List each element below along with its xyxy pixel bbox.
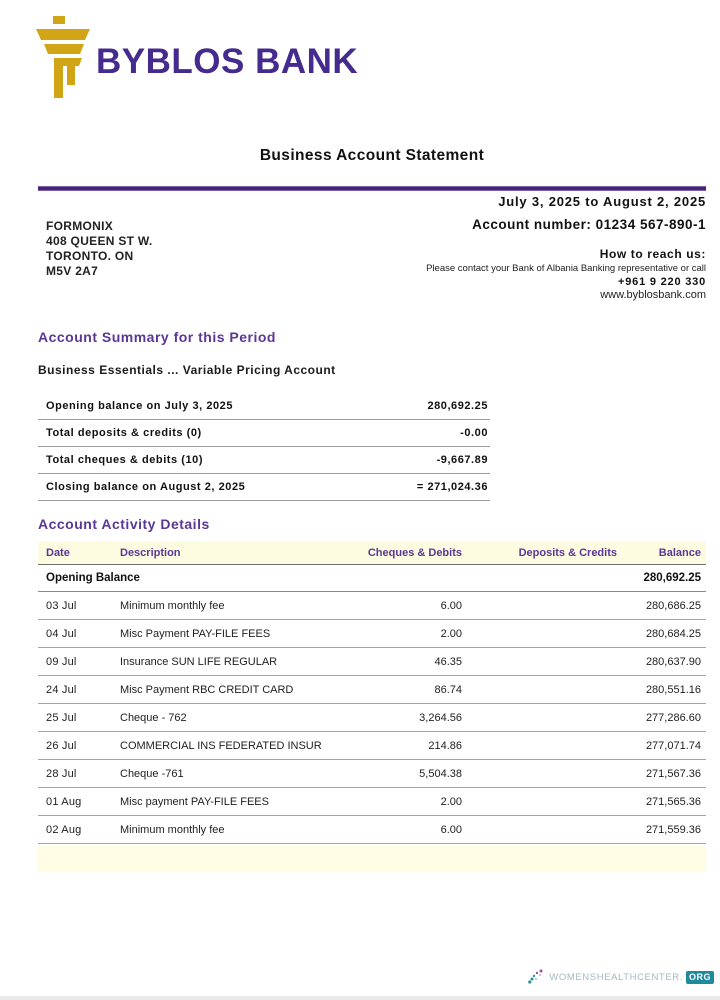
activity-balance: 271,567.36	[645, 767, 701, 780]
activity-debit: 6.00	[440, 599, 462, 612]
watermark-text: WOMENSHEALTHCENTER.	[549, 971, 683, 983]
activity-balance: 277,286.60	[645, 711, 701, 724]
activity-description: Cheque - 762	[120, 711, 187, 724]
activity-description: Minimum monthly fee	[120, 599, 225, 612]
recipient-postal: M5V 2A7	[46, 264, 99, 278]
activity-balance: 277,071.74	[645, 739, 701, 752]
activity-date: 01 Aug	[46, 795, 82, 808]
activity-description: Misc Payment PAY-FILE FEES	[120, 627, 271, 640]
summary-row-label: Total cheques & debits (10)	[46, 454, 204, 466]
activity-date: 02 Aug	[46, 823, 82, 836]
watermark-dots-icon	[528, 969, 546, 985]
activity-date: 03 Jul	[46, 599, 77, 612]
column-header-date: Date	[46, 546, 70, 559]
recipient-street: 408 QUEEN ST W.	[46, 234, 153, 248]
watermark-badge: ORG	[686, 971, 714, 984]
activity-balance: 280,637.90	[645, 655, 701, 668]
activity-table-header	[38, 541, 706, 565]
activity-date: 24 Jul	[46, 683, 77, 696]
summary-row	[38, 393, 490, 420]
activity-description: Misc payment PAY-FILE FEES	[120, 795, 269, 808]
bank-name: BYBLOS BANK	[96, 42, 359, 81]
summary-heading: Account Summary for this Period	[38, 329, 276, 345]
summary-row-value: -9,667.89	[436, 454, 488, 466]
summary-row-value: = 271,024.36	[416, 481, 488, 493]
summary-row	[38, 474, 490, 501]
activity-row	[38, 648, 706, 676]
activity-date: 26 Jul	[46, 739, 77, 752]
activity-row	[38, 760, 706, 788]
activity-debit: 5,504.38	[419, 767, 462, 780]
activity-table	[38, 541, 706, 872]
activity-row	[38, 592, 706, 620]
reach-us-heading: How to reach us:	[599, 247, 706, 261]
reach-us-text: Please contact your Bank of Albania Banking representative or call	[426, 263, 706, 274]
activity-row	[38, 704, 706, 732]
activity-balance: 280,684.25	[645, 627, 701, 640]
column-header-description: Description	[120, 546, 181, 559]
activity-balance: 280,686.25	[645, 599, 701, 612]
reach-us-website: www.byblosbank.com	[600, 289, 706, 301]
activity-balance: 271,559.36	[645, 823, 701, 836]
activity-row	[38, 816, 706, 844]
summary-row-label: Opening balance on July 3, 2025	[46, 400, 233, 412]
opening-balance-value: 280,692.25	[643, 572, 701, 584]
activity-date: 09 Jul	[46, 655, 77, 668]
activity-table-body	[38, 592, 706, 844]
statement-title: Business Account Statement	[259, 147, 485, 164]
activity-date: 04 Jul	[46, 627, 77, 640]
account-type-label: Business Essentials ... Variable Pricing Account	[38, 363, 336, 377]
reach-us-phone: +961 9 220 330	[618, 276, 706, 288]
table-footer-row	[38, 846, 706, 872]
account-number: Account number: 01234 567-890-1	[472, 217, 706, 232]
activity-description: COMMERCIAL INS FEDERATED INSUR	[120, 739, 322, 752]
page-bottom-edge	[0, 996, 720, 1000]
statement-period: July 3, 2025 to August 2, 2025	[498, 194, 706, 209]
activity-debit: 2.00	[440, 627, 462, 640]
activity-date: 25 Jul	[46, 711, 77, 724]
summary-table	[38, 393, 490, 501]
account-info-block	[426, 217, 706, 301]
activity-row	[38, 788, 706, 816]
header-divider-rule	[38, 186, 706, 191]
column-header-balance: Balance	[658, 546, 701, 559]
watermark	[528, 969, 714, 985]
activity-debit: 3,264.56	[419, 711, 462, 724]
summary-row	[38, 420, 490, 447]
activity-row	[38, 732, 706, 760]
activity-description: Insurance SUN LIFE REGULAR	[120, 655, 278, 668]
activity-debit: 214.86	[428, 739, 462, 752]
column-header-credits: Deposits & Credits	[518, 546, 617, 559]
summary-row	[38, 447, 490, 474]
activity-balance: 280,551.16	[645, 683, 701, 696]
recipient-address	[46, 219, 153, 279]
activity-debit: 46.35	[434, 655, 462, 668]
summary-row-label: Closing balance on August 2, 2025	[46, 481, 246, 493]
activity-debit: 6.00	[440, 823, 462, 836]
column-header-debits: Cheques & Debits	[367, 546, 462, 559]
activity-heading: Account Activity Details	[38, 516, 210, 532]
activity-description: Cheque -761	[120, 767, 184, 780]
activity-date: 28 Jul	[46, 767, 77, 780]
recipient-city: TORONTO. ON	[46, 249, 134, 263]
recipient-name: FORMONIX	[46, 219, 114, 233]
opening-balance-row	[38, 565, 706, 592]
activity-debit: 86.74	[434, 683, 462, 696]
activity-debit: 2.00	[440, 795, 462, 808]
summary-row-label: Total deposits & credits (0)	[46, 427, 202, 439]
opening-balance-label: Opening Balance	[46, 572, 140, 584]
summary-row-value: -0.00	[460, 427, 488, 439]
activity-description: Minimum monthly fee	[120, 823, 225, 836]
activity-balance: 271,565.36	[645, 795, 701, 808]
activity-row	[38, 620, 706, 648]
activity-row	[38, 676, 706, 704]
summary-row-value: 280,692.25	[427, 400, 488, 412]
activity-description: Misc Payment RBC CREDIT CARD	[120, 683, 294, 696]
